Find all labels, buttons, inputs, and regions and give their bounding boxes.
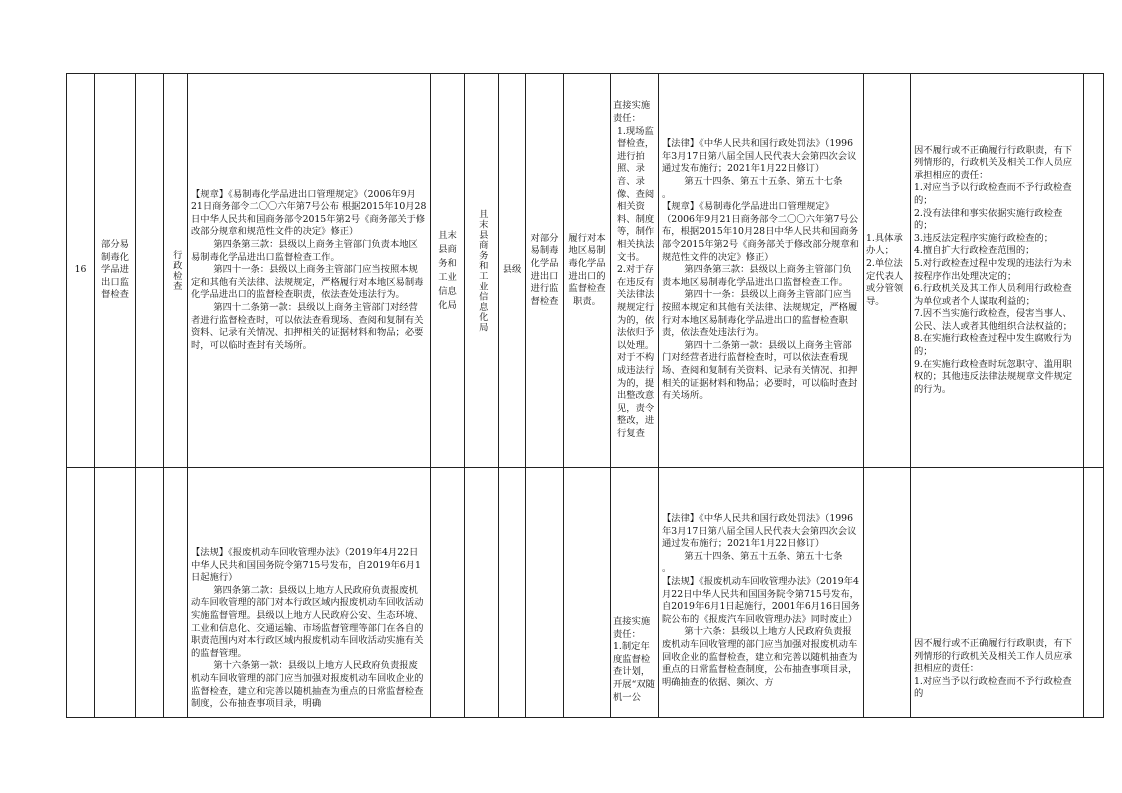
accountability-item: 3.违反法定程序实施行政检查的；: [914, 232, 1054, 244]
dept2-cell: [465, 468, 499, 718]
subject: 1.具体承办人； 2.单位法定代表人或分管领导。: [866, 232, 904, 307]
responsibility-item: 2.对于存在违反有关法律法规规定行为的，依法依归予以处理。对于不构成违法行为的，提出整改意见，责令整改，进行复查: [617, 264, 655, 439]
accountability-item: 8.在实施行政检查过程中发生腐败行为的；: [914, 333, 1072, 358]
duty-cell: [564, 74, 611, 468]
basis-title: 【规章】《易制毒化学品进出口管理规定》（2006年9月21日商务部令二〇〇六年第7号公布 根据2015年10月28日中华人民共和国商务部令2015年第2号《商务部关于修改部分规章和规范性文件的决定》修正）: [191, 188, 427, 238]
subject-cell: [864, 468, 911, 718]
seq-number: 16: [74, 264, 87, 276]
power-list-table: [66, 73, 1104, 718]
accountability-intro: 因不履行或不正确履行行政职责，有下列情形的，行政机关及相关工作人员应承担相应的责任：: [914, 144, 1073, 181]
item-name-cell: [95, 468, 136, 718]
basis2-title: 【法律】《中华人民共和国行政处罚法》（1996年3月17日第八届全国人民代表大会第四次会议通过发布施行；2021年1月22日修订）: [662, 138, 857, 175]
subject-cell: [864, 74, 911, 468]
sub-item-cell: [136, 468, 164, 718]
sub-item-cell: [136, 74, 164, 468]
basis-clause: 第四条第二款：县级以上地方人民政府负责报废机动车回收管理的部门对本行政区域内报废机动车回收活动实施监督管理。县级以上地方人民政府公安、生态环境、工业和信息化、交通运输、市场监督管理等部门在各自的职责范围内对本行政区域内报废机动车回收活动实施有关的监督管理。: [191, 584, 424, 659]
level-cell: [499, 74, 526, 468]
basis-cell: [188, 74, 431, 468]
basis2-clause: 第四十二条第一款：县级以上商务主管部门对经营者进行监督检查时，可以依法查看现场、查阅和复制有关资料、记录有关情况、扣押相关的证据材料和物品；必要时，可以临时查封有关场所。: [662, 339, 858, 402]
content: 对部分易制毒化学品进出口进行监督检查: [530, 232, 559, 307]
responsibility-title: 直接实施责任：: [613, 616, 651, 640]
category: 行政检查: [170, 249, 182, 292]
accountability-item: 1.对应当予以行政检查而不予行政检查的；: [914, 182, 1072, 206]
accountability-cell: [911, 468, 1084, 718]
content-cell: [526, 468, 564, 718]
responsibility-cell: [611, 468, 659, 718]
basis-clause: 第四十一条：县级以上商务主管部门应当按照本规定和其他有关法律、法规规定，严格履行对本地区易制毒化学品进出口的监督检查职责，依法查处违法行为。: [191, 264, 424, 301]
category-cell: [164, 74, 188, 468]
remark-cell: [1084, 74, 1104, 468]
responsibility-title: 直接实施责任：: [613, 100, 651, 125]
basis2-clause: 第十六条：县级以上地方人民政府负责报废机动车回收管理的部门应当加强对报废机动车回收企业的监督检查，建立和完善以随机抽查为重点的日常监督检查制度，公布抽查事项目录，明确抽查的依据、频次、方: [662, 626, 858, 688]
accountability-item: 9.在实施行政检查时玩忽职守、滥用职权的；其他违反法律法规规章文件规定的行为。: [914, 358, 1073, 395]
basis2-title: 【法律】《中华人民共和国行政处罚法》（1996年3月17日第八届全国人民代表大会第四次会议通过发布施行；2021年1月22日修订）: [662, 513, 857, 550]
seq-cell: [67, 468, 95, 718]
basis-clause: 第四条第三款：县级以上商务主管部门负责本地区易制毒化学品进出口监督检查工作。: [191, 239, 418, 263]
dept1-cell: [431, 468, 465, 718]
level: 县级: [502, 264, 522, 276]
table-row: [67, 74, 1104, 468]
basis2-cell: [659, 468, 864, 718]
accountability-item: 6.行政机关及其工作人员利用行政检查为单位或者个人谋取利益的；: [914, 283, 1072, 307]
basis2-dot: 。: [662, 563, 672, 575]
category-cell: [164, 468, 188, 718]
accountability-item: 4.擅自扩大行政检查范围的；: [914, 245, 1035, 257]
duty: 履行对本地区易制毒化学品进出口的监督检查职责。: [568, 232, 606, 307]
basis2-clause: 第四条第三款：县级以上商务主管部门负责本地区易制毒化学品进出口监督检查工作。: [662, 264, 852, 288]
dept2-cell: [465, 74, 499, 468]
accountability-intro: 因不履行或不正确履行行政职责，有下列情形的行政机关及相关工作人员应承担相应的责任：: [914, 638, 1073, 675]
basis2-clause: 第五十四条、第五十五条、第五十七条: [684, 176, 843, 188]
item-name-cell: [95, 74, 136, 468]
remark-cell: [1084, 468, 1104, 718]
accountability-cell: [911, 74, 1084, 468]
accountability-item: 7.因不当实施行政检查，侵害当事人、公民、法人或者其他组织合法权益的；: [914, 308, 1073, 332]
basis2-title: 【规章】《易制毒化学品进出口管理规定》（2006年9月21日商务部令二〇〇六年第7号公布，根据2015年10月28日中华人民共和国商务部令2015年第2号《商务部关于修改部分规章和规范性文件的决定》修正）: [662, 201, 859, 263]
basis2-dot: 。: [662, 188, 672, 200]
responsibility-item: 1.制定年度监督检查计划，开展“双随机一公: [613, 641, 655, 703]
dept1-cell: [431, 74, 465, 468]
basis-cell: [188, 468, 431, 718]
table-row: [67, 468, 1104, 718]
responsibility-item: 1.现场监督检查，进行拍照、录音、录像、查阅相关资料、制度等，制作相关执法文书。: [617, 125, 655, 263]
duty-cell: [564, 468, 611, 718]
basis-clause: 第四十二条第一款：县级以上商务主管部门对经营者进行监督检查时，可以依法查看现场、查阅和复制有关资料、记录有关情况、扣押相关的证据材料和物品；必要时，可以临时查封有关场所。: [191, 301, 424, 351]
accountability-item: 1.对应当予以行政检查而不予行政检查的: [914, 675, 1072, 700]
level-cell: [499, 468, 526, 718]
dept1: 且末县商务和工业信息化局: [438, 229, 457, 311]
basis2-title: 【法规】《报废机动车回收管理办法》（2019年4月22日中华人民共和国国务院令第715号发布，自2019年6月1日起施行，2001年6月16日国务院公布的《报废汽车回收管理办法》同时废止）: [662, 575, 860, 625]
basis-clause: 第十六条第一款：县级以上地方人民政府负责报废机动车回收管理的部门应当加强对报废机动车回收企业的监督检查，建立和完善以随机抽查为重点的日常监督检查制度，公布抽查事项目录，明确: [191, 660, 424, 710]
content-cell: [526, 74, 564, 468]
accountability-item: 5.对行政检查过程中发现的违法行为未按程序作出处理决定的；: [914, 257, 1072, 282]
responsibility-cell: [611, 74, 659, 468]
accountability-item: 2.没有法律和事实依据实施行政检查的；: [914, 207, 1063, 232]
document-page: [66, 73, 1073, 710]
dept2: 且末县商务和工业信息化局: [476, 208, 488, 333]
basis2-clause: 第五十四条、第五十五条、第五十七条: [684, 550, 843, 562]
basis2-cell: [659, 74, 864, 468]
basis2-clause: 第四十一条：县级以上商务主管部门应当按照本规定和其他有关法律、法规规定，严格履行对本地区易制毒化学品进出口的监督检查职责，依法查处违法行为。: [662, 289, 858, 339]
item-name: 部分易制毒化学品进出口监督检查: [101, 239, 129, 301]
seq-cell: [67, 74, 95, 468]
basis-title: 【法规】《报废机动车回收管理办法》（2019年4月22日中华人民共和国国务院令第715号发布，自2019年6月1日起施行）: [191, 547, 421, 584]
